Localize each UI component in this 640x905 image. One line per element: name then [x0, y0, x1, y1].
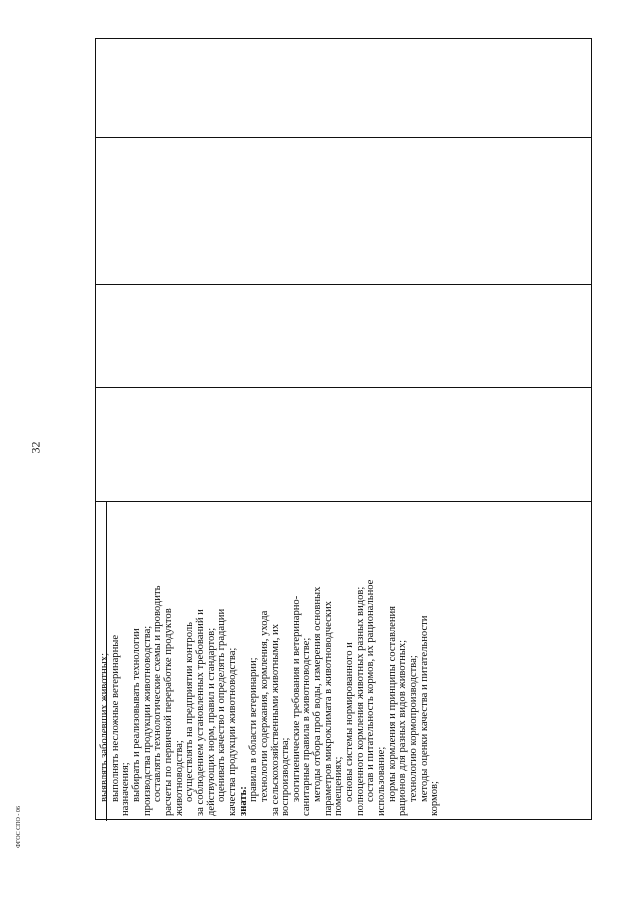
- competency-line: выявлять заболевших животных;: [99, 652, 110, 802]
- competency-line: оценивать качество и определять градации: [216, 608, 228, 802]
- competency-line: методы оценки качества и питательности: [418, 615, 430, 802]
- competency-line: знать:: [237, 786, 249, 816]
- competency-line: основы системы нормированного и: [344, 642, 356, 802]
- competency-line: правила в области ветеринарии;: [248, 657, 260, 802]
- competency-line: выполнять несложные ветеринарные: [109, 634, 121, 802]
- competency-line: технологию кормопроизводства;: [408, 655, 420, 802]
- competency-line: животноводства;: [173, 740, 185, 816]
- footer-code: ФГОС СПО - 06: [15, 806, 22, 848]
- competency-line: нормы кормления и принципы составления: [386, 605, 398, 802]
- table-row-divider-2: [96, 284, 591, 285]
- competency-line: состав и питательность кормов, их рациональное: [365, 579, 377, 802]
- competency-line: воспроизводства;: [280, 737, 292, 816]
- competency-line: рационов для разных видов животных;: [397, 639, 409, 816]
- table-row-divider-1: [96, 137, 591, 138]
- competency-line: осуществлять на предприятии контроль: [184, 622, 196, 802]
- competency-line: качества продукции животноводства;: [226, 647, 238, 816]
- competency-line: помещениях;: [333, 756, 345, 816]
- competency-line: производства продукции животноводства;: [141, 625, 153, 816]
- page-number: 32: [28, 441, 43, 454]
- competency-line: за сельскохозяйственными животными, их: [269, 623, 281, 816]
- competency-line: санитарные правила в животноводстве;: [301, 637, 313, 816]
- competency-line: полноценного кормления животных разных видов;: [354, 586, 366, 816]
- competency-line: составлять технологические схемы и проводить: [152, 585, 164, 802]
- competency-line: методы отбора проб воды, измерения основных: [312, 586, 324, 802]
- table-row-divider-3: [96, 387, 591, 388]
- rotated-table-row: [96, 501, 593, 819]
- competency-line: назначения;: [120, 762, 132, 816]
- competency-line: кормов;: [429, 781, 441, 816]
- competency-line: параметров микроклимата в животноводческих: [322, 601, 334, 816]
- competency-line: за соблюдением установленных требований и: [194, 609, 206, 816]
- competency-line: выбирать и реализовывать технологии: [130, 628, 142, 802]
- competency-line: действующих норм, правил и стандартов;: [205, 627, 217, 816]
- competency-cell: [96, 501, 593, 819]
- competency-line: технологии содержания, кормления, ухода: [258, 610, 270, 802]
- curriculum-table: [95, 38, 592, 820]
- competency-line: использование;: [376, 746, 388, 816]
- competency-line: зоогигиенические требования и ветеринарно-: [290, 595, 302, 802]
- competency-line: расчеты по первичной переработке продуктов: [162, 608, 174, 816]
